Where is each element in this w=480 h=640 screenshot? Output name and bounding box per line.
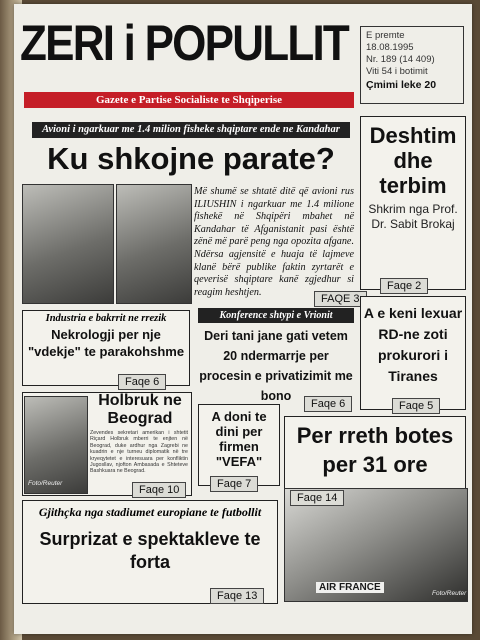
world-photo-text: AIR FRANCE [316, 582, 384, 593]
side-mid-headline: A e keni lexuar RD-ne zoti prokurori i Tiranes [363, 305, 463, 384]
lead-page-ref: FAQE 3 [314, 291, 367, 307]
world-box [284, 416, 466, 490]
world-headline: Per rreth botes per 31 ore [296, 423, 454, 477]
issue-price: Çmimi leke 20 [366, 79, 437, 91]
world-page-ref: Faqe 14 [290, 490, 344, 506]
world-photo-credit: Foto/Reuter [432, 590, 467, 597]
industry-headline: Nekrologji per nje "vdekje" te parakohshme [27, 327, 185, 359]
football-kicker: Gjithçka nga stadiumet europiane te futbollit [38, 505, 262, 519]
side-top-page-ref: Faqe 2 [380, 278, 428, 294]
football-headline: Surprizat e spektakleve te forta [39, 529, 261, 572]
lead-photo-left [22, 184, 114, 304]
vefa-box [198, 404, 280, 486]
side-top-headline: Deshtim dhe terbim [369, 123, 457, 198]
holbrook-headline: Holbruk ne Beograd [98, 392, 182, 427]
issue-date: 18.08.1995 [366, 42, 414, 53]
football-page-ref: Faqe 13 [210, 588, 264, 604]
conference-kicker: Konference shtypi e Vrionit [198, 308, 354, 323]
holbrook-body: Zevendes sekretari amerikan i shtetit Riçard Holbruk mberri te enjten në Beograd, duke ardhur nga Zagrebi ne kuadrin e nje turneu diplomatik në tre kryeqytetet e interesuara per konfliktin Jugosllav, njofton Ambasada e Shteteve Bashkuara ne Beograd. [90, 430, 188, 475]
issue-year: Viti 54 i botimit [366, 66, 428, 77]
conference-headline: Deri tani jane gati vetem 20 ndermarrje per procesin e privatizimit me bono [199, 329, 353, 403]
issue-info-box [360, 26, 464, 104]
side-mid-page-ref: Faqe 5 [392, 398, 440, 414]
masthead-title: ZERI i POPULLIT [20, 15, 349, 71]
industry-page-ref: Faqe 6 [118, 374, 166, 390]
newspaper-page [14, 4, 472, 634]
issue-day: E premte [366, 30, 405, 41]
holbrook-photo-credit: Foto/Reuter [28, 480, 63, 487]
lead-photo-right [116, 184, 192, 304]
vefa-headline: A doni te dini per firmen "VEFA" [211, 409, 267, 469]
side-top-box [360, 116, 466, 290]
holbrook-page-ref: Faqe 10 [132, 482, 186, 498]
conference-page-ref: Faqe 6 [304, 396, 352, 412]
side-mid-box [360, 296, 466, 410]
masthead-tagline: Gazete e Partise Socialiste te Shqiperise [24, 92, 354, 108]
vefa-page-ref: Faqe 7 [210, 476, 258, 492]
lead-headline: Ku shkojne parate? [47, 141, 335, 176]
lead-body: Më shumë se shtatë ditë që avioni rus ILIUSHIN i ngarkuar me 1.4 milione fishekë në Shqipëri mbahet në Kandahar të Afganistanit pasi është zënë më parë peng nga opozita afgane. Ndërsa agjensitë e huaja të lajmeve klanë bërë publike faktin zyrtarët e qeverisë shqiptare kanë zgjedhur si reagim heshtjen. [194, 186, 354, 298]
lead-kicker: Avioni i ngarkuar me 1.4 milion fisheke shqiptare ende ne Kandahar [32, 122, 350, 138]
side-top-byline: Shkrim nga Prof. Dr. Sabit Brokaj [368, 202, 458, 231]
industry-kicker: Industria e bakrrit ne rrezik [45, 313, 167, 324]
issue-number: Nr. 189 (14 409) [366, 54, 435, 65]
